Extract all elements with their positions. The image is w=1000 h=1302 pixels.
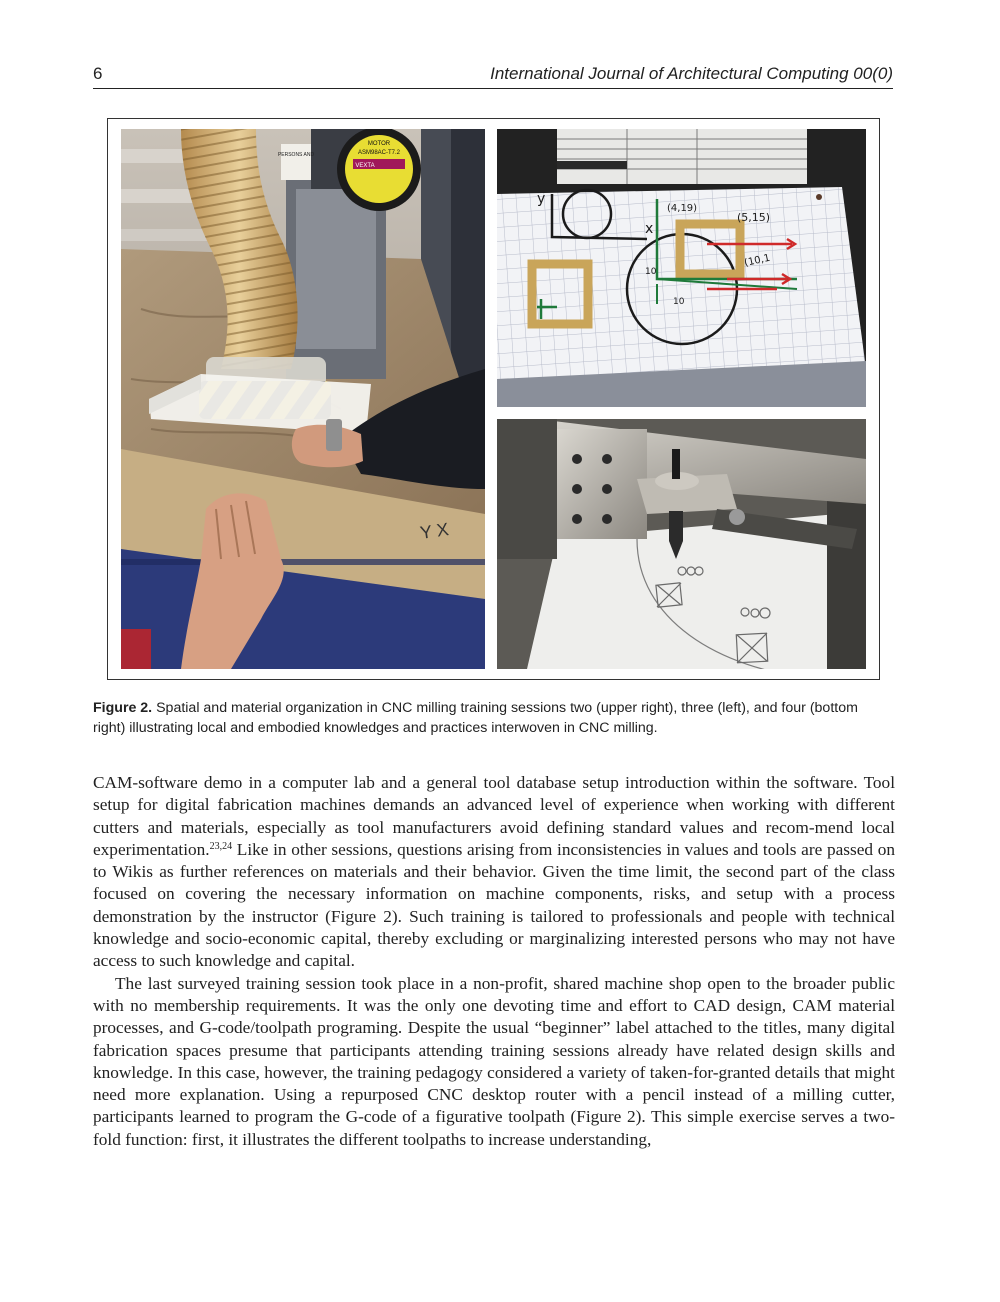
axis-y-label: y (537, 191, 546, 207)
paragraph-1-part-b: Like in other sessions, questions arising from inconsistencies in values and tools are passed on to Wikis as further references on materials and their behavior. Given the time limit, the second part of the class focused on covering the necessary information on machine components, risks, and setup with a process demonstration by the instructor (Figure 2). Such training is tailored to professionals and people with technical knowledge and socio-economic capital, thereby excluding or marginalizing interested persons who may not have access to such knowledge and capital. (93, 839, 895, 971)
tick-10-left: 10 (645, 267, 657, 277)
lower-label: (10,1 (743, 252, 772, 269)
figure-caption-text: Spatial and material organization in CNC milling training sessions two (upper right), three (left), and four (bottom right) illustrating local and embodied knowledges and practices interwoven in CNC milling. (93, 700, 858, 736)
axis-x-label: x (645, 221, 654, 237)
right-label: (5,15) (737, 211, 771, 224)
motor-brand-text: MOTOR (367, 141, 391, 147)
board-letters-text: Y X (418, 519, 450, 543)
photo-br-illustration (497, 419, 866, 669)
photo-left-illustration (121, 129, 485, 669)
body-text (93, 772, 895, 1151)
running-header (93, 62, 893, 89)
photo-sketch-board (497, 129, 866, 407)
photo-ur-illustration (497, 129, 866, 407)
page-number: 6 (93, 64, 103, 83)
motor-maker-text: VEXTA (355, 163, 375, 169)
photo-cnc-router-spindle (121, 129, 485, 669)
citation-superscript: 23,24 (209, 840, 233, 852)
photo-desktop-router-pencil (497, 419, 866, 669)
figure-caption-label: Figure 2. (93, 700, 153, 716)
sticker-text: PERSONS AND (277, 152, 315, 158)
motor-model-text: ASM98AC-T7.2 (357, 150, 401, 156)
journal-name: International Journal of Architectural Computing 00(0) (490, 64, 893, 83)
paragraph-1 (93, 772, 895, 973)
paragraph-1-part-a: CAM-software demo in a computer lab and a general tool database setup introduction within the software. Tool setup for digital fabrication machines demands an advanced level of experience when working with different cutters and materials, especially as tool manufacturers avoid defining standard values and recom-mend local experimentation. (93, 773, 895, 859)
figure-caption (93, 698, 893, 738)
tick-10-bottom: 10 (673, 297, 685, 307)
coord-label: (4,19) (667, 203, 698, 214)
paragraph-2: The last surveyed training session took place in a non-profit, shared machine shop open to the broader public with no membership requirements. It was the only one devoting time and effort to CAD design, CAM material processes, and G-code/toolpath programing. Despite the usual “beginner” label attached to the titles, many digital fabrication spaces presume that participants attending training sessions already have related design skills and knowledge. In this case, however, the training pedagogy considered a variety of taken-for-granted details that might need more explanation. Using a repurposed CNC desktop router with a pencil instead of a milling cutter, participants learned to program the G-code of a figurative toolpath (Figure 2). This simple exercise serves a two-fold function: first, it illustrates the different toolpaths to increase understanding, (93, 973, 895, 1149)
